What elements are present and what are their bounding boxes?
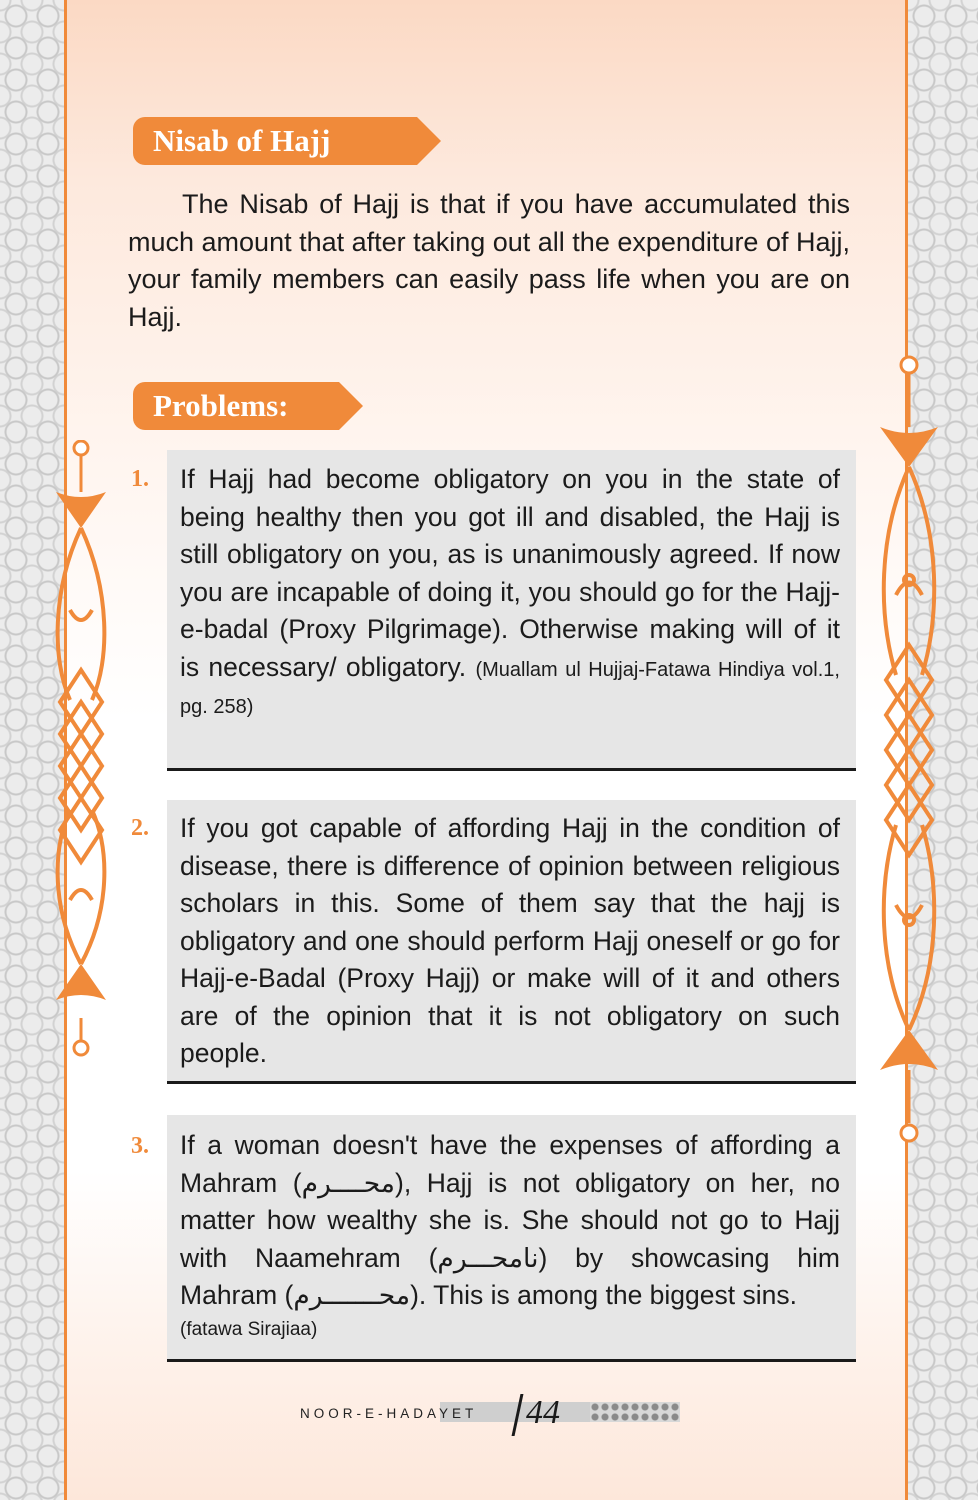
problem-text-1: [180, 461, 840, 724]
problem3-part-e: ) by showcasing him Mahram (: [180, 1242, 840, 1310]
problem3-part-c: ), Hajj is not obligatory on her, no matter how wealthy she is. She should not go to Hajj with Naamehram (: [180, 1167, 840, 1273]
page-footer: [300, 1394, 690, 1438]
problem-number-2: 2.: [131, 815, 149, 841]
right-ornament-icon: [876, 355, 942, 1145]
problem3-part-g: ). This is among the biggest sins.: [410, 1280, 797, 1310]
page-number: 44: [526, 1394, 560, 1431]
intro-paragraph: The Nisab of Hajj is that if you have accumulated this much amount that after taking out all the expenditure of Hajj, your family members can easily pass life when you are on Hajj.: [128, 189, 850, 332]
left-ornament-icon: [48, 440, 112, 1070]
section-heading-nisab: Nisab of Hajj: [133, 117, 417, 165]
problem-reference-1: (Muallam ul Hujjaj-Fatawa Hindiya vol.1, pg. 258): [180, 658, 840, 718]
problem-number-1: 1.: [131, 466, 149, 492]
problem-text-2: If you got capable of affording Hajj in the condition of disease, there is difference of opinion between religious scholars in this. Some of them say that the hajj is obligatory and one should perform Hajj oneself or go for Hajj-e-Badal (Proxy Hajj) or make will of it and others are of the opinion that it is not obligatory on such people.: [180, 813, 840, 1068]
arabic-mahram-1: محــــرم: [301, 1167, 395, 1198]
footer-book-title: NOOR-E-HADAYET: [300, 1406, 478, 1421]
problem-reference-3: (fatawa Sirajiaa): [180, 1318, 318, 1340]
problem-number-3: 3.: [131, 1133, 149, 1159]
problem-text-3: [180, 1127, 840, 1345]
problem3-part-a: If a woman doesn't have the expenses of affording a Mahram (: [180, 1130, 840, 1198]
arabic-mahram-2: محـــــــرم: [293, 1280, 411, 1310]
footer-pattern: [590, 1402, 680, 1422]
section-heading-problems: Problems:: [133, 382, 339, 430]
arabic-naamehram: نامحـــرم: [437, 1242, 539, 1273]
problem-body-1: If Hajj had become obligatory on you in the state of being healthy then you got ill and disabled, the Hajj is still obligatory on you, as is unanimously agreed. If now you are incapable of doing it, you should go for the Hajj-e-badal (Proxy Pilgrimage). Otherwise making will of it is necessary/ obligatory.: [180, 464, 840, 682]
